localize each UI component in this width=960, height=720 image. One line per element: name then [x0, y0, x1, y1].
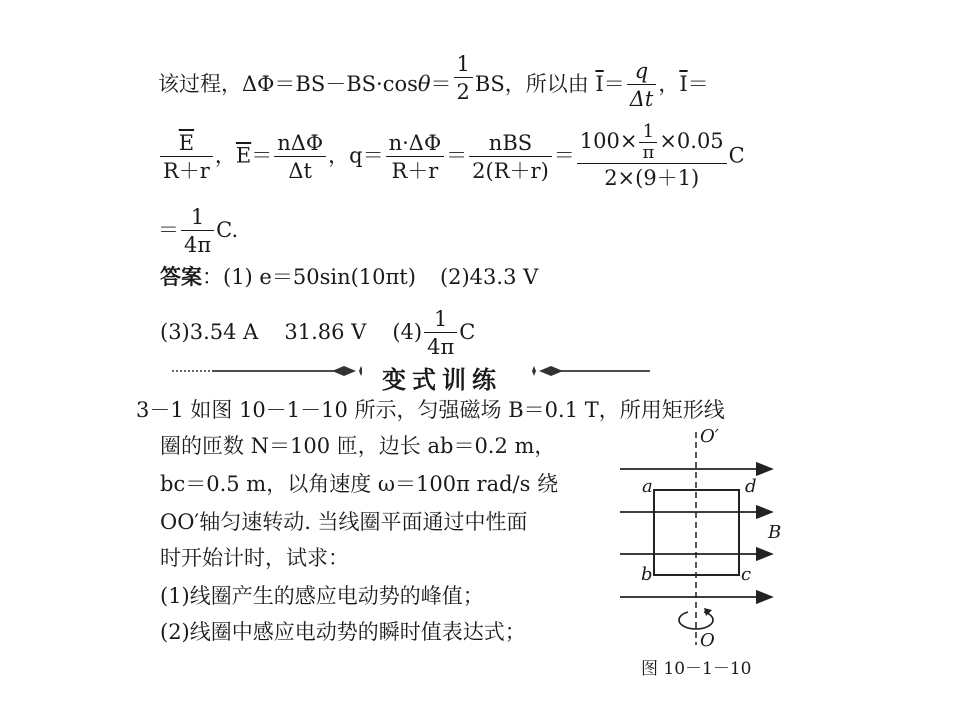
question-2: (2)线圈中感应电动势的瞬时值表达式；: [160, 620, 526, 644]
problem-line-5: 时开始计时，试求：: [160, 546, 349, 570]
label-o: O: [700, 630, 715, 651]
problem-line-3: bc＝0.5 m，以角速度 ω＝100π rad/s 绕: [160, 472, 559, 496]
answer-fraction: $\frac{1}{4\pi}$: [424, 306, 457, 361]
answer-label: 答案: [160, 265, 202, 289]
answer-line-1: 答案：(1) e＝50sin(10πt) (2)43.3 V: [160, 265, 539, 289]
section-title: 变式训练: [382, 366, 502, 394]
label-d: d: [745, 476, 757, 497]
label-o-prime: O′: [700, 426, 719, 447]
problem-line-4: OO′轴匀速转动. 当线圈平面通过中性面: [160, 510, 528, 534]
fraction-e-over-r: $\frac{\overline{E}}{R+r}$: [160, 130, 213, 185]
label-a: a: [642, 476, 653, 497]
mean-current-symbol: $\overline{I}$: [595, 72, 604, 96]
label-field-b: B: [768, 522, 782, 543]
solution-line-1: 该过程，ΔΦ＝BS－BS·cosθ＝ $\frac{1}{2}$ BS，所以由 $\overline{I}=$ $\frac{q}{\Delta t}$ ，$\overline{I}=$: [158, 52, 709, 111]
fraction-numeric: 100× $\frac{1}{\pi}$ ×0.05 2×(9＋1): [577, 122, 727, 192]
solution-intro: 该过程，: [158, 72, 242, 96]
answer-line-2: (3)3.54 A 31.86 V (4) $\frac{1}{4\pi}$ C: [160, 307, 476, 359]
answer-part-3: (3)3.54 A: [160, 320, 259, 344]
solution-line-2: $\frac{\overline{E}}{R+r}$ ，$\overline{E}=$ $\frac{\text{nΔΦ}}{\Delta t}$ ，q＝ $\frac{n\cdot\Delta\Phi}{R+r}$ ＝ $\frac{\text{nBS}}{2(R+r)}$ ＝ 100× $\frac{1}{\pi}$ ×0.05 2×(9＋1) C: [158, 122, 745, 192]
question-1: (1)线圈产生的感应电动势的峰值；: [160, 584, 484, 608]
problem-line-1: 3－1 如图 10－1－10 所示，匀强磁场 B＝0.1 T，所用矩形线: [136, 398, 725, 422]
flux-change-expr: ΔΦ＝BS－BS·cos: [242, 72, 418, 96]
label-b: b: [641, 564, 653, 585]
fraction-half: $\frac{1}{2}$: [454, 51, 473, 106]
problem-line-2: 圈的匝数 N＝100 匝，边长 ab＝0.2 m，: [160, 434, 556, 458]
fraction-one-over-4pi: $\frac{1}{4\pi}$: [181, 204, 214, 259]
section-divider-left: [172, 364, 362, 378]
answer-part-2: (2)43.3 V: [439, 265, 539, 289]
section-divider-right: [530, 364, 650, 378]
figure-caption: 图 10－1－10: [641, 659, 752, 679]
fraction-nbs: $\frac{\text{nBS}}{2(R+r)}$: [469, 130, 552, 185]
label-c: c: [741, 564, 752, 585]
fraction-q-over-dt: $\frac{q}{\Delta t}$: [627, 58, 657, 113]
fraction-n-dphi-r: $\frac{n\cdot\Delta\Phi}{R+r}$: [386, 130, 445, 185]
fraction-n-dphi-dt: $\frac{\text{nΔΦ}}{\Delta t}$: [274, 130, 326, 185]
solution-line-3: ＝ $\frac{1}{4\pi}$ C.: [158, 205, 239, 257]
answer-part-1: (1) e＝50sin(10πt): [223, 265, 416, 289]
